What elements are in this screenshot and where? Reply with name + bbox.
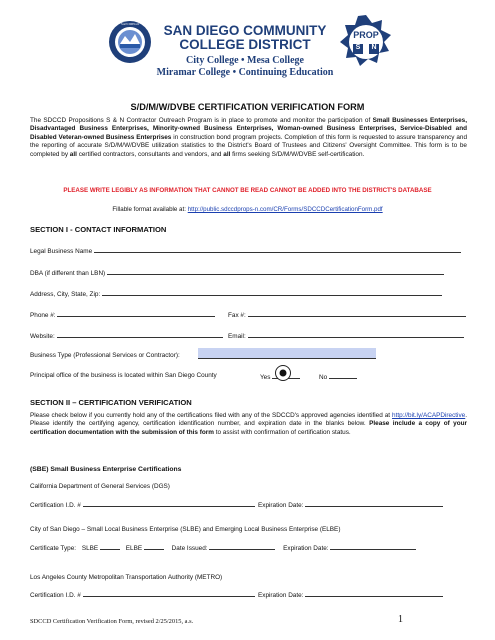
principal-office-label: Principal office of the business is located within San Diego County xyxy=(30,372,217,379)
slbe-field[interactable] xyxy=(100,543,120,550)
email-row xyxy=(228,331,464,340)
legibility-warning: PLEASE WRITE LEGIBLY AS INFORMATION THAT CANNOT BE READ CANNOT BE ADDED INTO THE DISTRICT'S DATABASE xyxy=(63,187,432,194)
slbe-label: SLBE xyxy=(81,545,99,552)
sbe-heading: (SBE) Small Business Enterprise Certifications xyxy=(30,466,182,473)
dba-label: DBA (if different than LBN) xyxy=(30,270,106,277)
phone-field[interactable] xyxy=(57,310,215,317)
intro-end: firms seeking S/D/M/W/DVBE self-certification. xyxy=(232,150,365,158)
intro-p1: The SDCCD Propositions S & N Contractor Outreach Program is in place to promote and monitor the participation of xyxy=(30,117,371,124)
prop-sn-badge xyxy=(339,14,393,68)
section2-paragraph xyxy=(30,412,467,437)
no-field[interactable] xyxy=(329,372,357,379)
metro-expiration-label: Expiration Date: xyxy=(258,592,304,599)
prop-badge-icon xyxy=(339,14,393,68)
dgs-expiration-field[interactable] xyxy=(305,500,443,507)
phone-row xyxy=(30,310,215,319)
elbe-field[interactable] xyxy=(144,543,164,550)
section2-text-b: . Please identify the certifying agency, certification identification number, and expiration date in the blanks below. xyxy=(30,412,467,428)
elbe-label: ELBE xyxy=(125,545,143,552)
sd-expiration-label: Expiration Date: xyxy=(283,545,329,552)
legal-name-row xyxy=(30,246,461,255)
metro-cert-id-field[interactable] xyxy=(83,590,255,597)
metro-agency: Los Angeles County Metropolitan Transportation Authority (METRO) xyxy=(30,574,223,581)
dgs-expiration-label: Expiration Date: xyxy=(258,502,304,509)
intro-body: in construction bond program projects. Completion of this form is requested to assure transparency and the reporting of accurate S/D/M/W/DVBE utilization statistics to the District's Board of Trustees and Citizens' Oversight Committee. This form is to be completed by xyxy=(30,133,467,158)
intro-body-2: certified contractors, consultants and vendors, and xyxy=(78,150,222,158)
section1-heading: SECTION I - CONTACT INFORMATION xyxy=(30,225,167,234)
intro-all-1: all xyxy=(69,150,77,158)
dgs-cert-id-label: Certification I.D. # xyxy=(30,502,81,509)
cert-type-label: Certificate Type: xyxy=(30,545,77,552)
website-field[interactable] xyxy=(57,331,223,338)
intro-all-2: all xyxy=(223,150,231,158)
business-type-label: Business Type (Professional Services or Contractor): xyxy=(30,352,180,359)
footer-text: SDCCD Certification Verification Form, revised 2/25/2015, a.s. xyxy=(30,618,194,625)
metro-cert-row xyxy=(30,590,255,599)
fax-label: Fax #: xyxy=(228,312,246,319)
email-field[interactable] xyxy=(248,331,464,338)
date-issued-label: Date Issued: xyxy=(171,545,208,552)
fillable-label: Fillable format available at: xyxy=(112,206,186,213)
prop-badge-s: S xyxy=(355,44,361,51)
form-title: S/D/M/W/DVBE CERTIFICATION VERIFICATION FORM xyxy=(130,102,365,112)
prop-badge-label: PROP xyxy=(353,30,379,40)
page-number: 1 xyxy=(398,614,403,625)
business-type-field[interactable] xyxy=(198,348,376,359)
sd-cert-row xyxy=(30,543,416,552)
yes-label: Yes xyxy=(260,374,271,381)
principal-office-row xyxy=(30,372,217,379)
phone-label: Phone #: xyxy=(30,312,56,319)
metro-expiration-field[interactable] xyxy=(305,590,443,597)
intro-paragraph xyxy=(30,117,467,159)
dgs-expiration-row xyxy=(258,500,443,509)
fillable-url-link[interactable]: http://public.sdccdprops-n.com/CR/Forms/SDCCDCertificationForm.pdf xyxy=(187,206,383,213)
address-label: Address, City, State, Zip: xyxy=(30,291,101,298)
email-label: Email: xyxy=(228,333,246,340)
dgs-cert-id-field[interactable] xyxy=(83,500,255,507)
intro-enterprise-types: Small Businesses Enterprises, Disadvantaged Business Enterprises, Minority-owned Business Enterprises, Woman-owned Business Enterprises, Service-Disabled and Disabled Veteran-owned Business Enterprises xyxy=(30,117,467,141)
district-name-line1: SAN DIEGO COMMUNITY xyxy=(163,23,327,38)
colleges-line2: Miramar College • Continuing Education xyxy=(156,67,334,78)
metro-cert-id-label: Certification I.D. # xyxy=(30,592,81,599)
business-type-row xyxy=(30,352,180,359)
dgs-cert-row xyxy=(30,500,255,509)
district-name-line2: COLLEGE DISTRICT xyxy=(179,37,311,52)
section2-bold-instruction: Please include a copy of your certification documentation with the submission of this form xyxy=(30,420,467,436)
radio-selected-icon xyxy=(274,364,292,382)
legal-name-label: Legal Business Name xyxy=(30,248,93,255)
colleges-line1: City College • Mesa College xyxy=(186,55,304,66)
date-issued-field[interactable] xyxy=(209,543,275,550)
address-field[interactable] xyxy=(102,289,442,296)
fax-row xyxy=(228,310,466,319)
website-row xyxy=(30,331,223,340)
fax-field[interactable] xyxy=(248,310,466,317)
metro-expiration-row xyxy=(258,590,443,599)
dba-row xyxy=(30,268,444,277)
seal-text: SAN DIEGO xyxy=(120,22,140,26)
website-label: Website: xyxy=(30,333,55,340)
dgs-agency: California Department of General Services (DGS) xyxy=(30,483,170,490)
sd-expiration-field[interactable] xyxy=(330,543,416,550)
seal-icon xyxy=(108,20,152,64)
section2-text-a: Please check below if you currently hold any of the certifications filed with any of the SDCCD's approved agencies identified at xyxy=(30,412,391,419)
dba-field[interactable] xyxy=(107,268,444,275)
district-seal xyxy=(108,20,152,64)
sd-agency: City of San Diego – Small Local Business Enterprise (SLBE) and Emerging Local Business Enterprise (ELBE) xyxy=(30,526,341,533)
prop-badge-n: N xyxy=(371,44,377,51)
fillable-note xyxy=(0,206,495,214)
acap-directive-link[interactable]: http://bit.ly/ACAPDirective xyxy=(392,412,466,419)
legal-name-field[interactable] xyxy=(94,246,461,253)
section2-heading: SECTION II – CERTIFICATION VERIFICATION xyxy=(30,398,192,407)
section2-text-c: to assist with confirmation of certification status. xyxy=(215,428,351,436)
no-label: No xyxy=(319,374,328,381)
address-row xyxy=(30,289,442,298)
yes-selected-marker[interactable] xyxy=(274,364,292,382)
no-option xyxy=(319,372,357,381)
